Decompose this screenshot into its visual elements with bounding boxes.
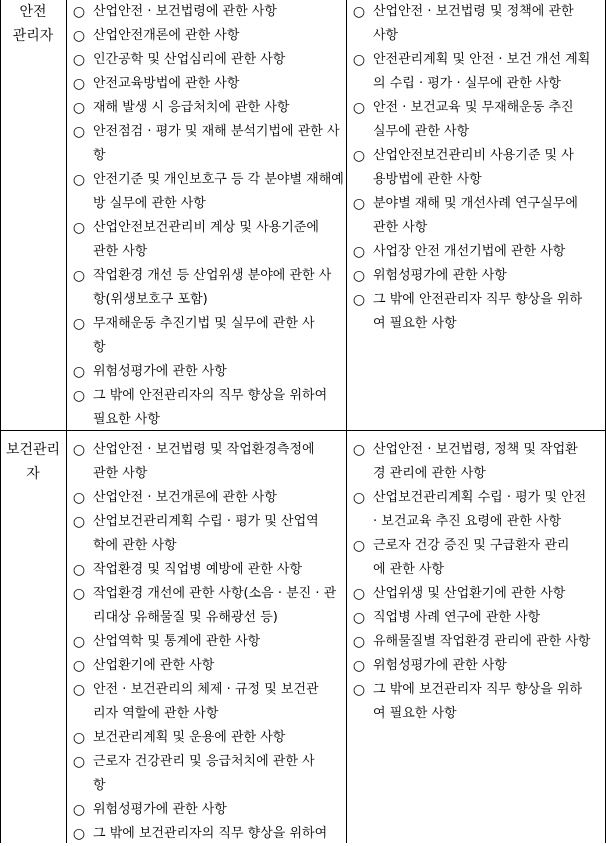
circle-bullet-icon: ○	[352, 490, 366, 506]
table-divider-role	[66, 0, 67, 843]
list-item	[72, 582, 342, 630]
list-item	[352, 678, 606, 726]
circle-bullet-icon: ○	[352, 610, 366, 626]
list-item	[352, 264, 606, 288]
list-item-text: 인간공학 및 산업심리에 관한 사항	[93, 52, 286, 67]
list-item	[72, 630, 342, 654]
list-item-text: 안전 · 보건관리의 체제 · 규정 및 보건관	[93, 682, 319, 697]
list-item-text: 근로자 건강 증진 및 구급환자 관리	[373, 538, 570, 553]
list-item-text: 안전관리계획 및 안전 · 보건 개선 계획	[373, 52, 591, 67]
list-item	[352, 654, 606, 678]
list-item-text: 관한 사항	[93, 244, 148, 259]
list-item	[72, 384, 342, 432]
circle-bullet-icon: ○	[352, 586, 366, 602]
list-item-text: 경 관리에 관한 사항	[373, 466, 486, 481]
list-item	[72, 264, 342, 312]
list-item	[352, 630, 606, 654]
circle-bullet-icon: ○	[72, 100, 86, 116]
list-item	[352, 96, 606, 144]
list-item-text: 관한 사항	[93, 466, 148, 481]
list-item-text: 산업환기에 관한 사항	[93, 658, 215, 673]
list-item	[72, 24, 342, 48]
list-item-text: 항(위생보호구 포함)	[93, 292, 208, 307]
list-item	[352, 288, 606, 336]
circle-bullet-icon: ○	[352, 4, 366, 20]
circle-bullet-icon: ○	[352, 52, 366, 68]
list-item	[72, 798, 342, 822]
list-item-text: 산업보건관리계획 수립 · 평가 및 안전	[373, 490, 587, 505]
list-item-text: 산업안전 · 보건법령 및 작업환경측정에	[93, 442, 315, 457]
circle-bullet-icon: ○	[72, 52, 86, 68]
list-item-text: 산업보건관리계획 수립 · 평가 및 산업역	[93, 514, 319, 529]
circle-bullet-icon: ○	[352, 658, 366, 674]
list-item	[72, 216, 342, 264]
list-item-text: 안전점검 · 평가 및 재해 분석기법에 관한 사	[93, 124, 340, 139]
list-item	[72, 312, 342, 360]
circle-bullet-icon: ○	[72, 682, 86, 698]
list-item	[72, 654, 342, 678]
circle-bullet-icon: ○	[72, 826, 86, 842]
circle-bullet-icon: ○	[72, 586, 86, 602]
circle-bullet-icon: ○	[72, 220, 86, 236]
list-item-text: 안전교육방법에 관한 사항	[93, 76, 240, 91]
circle-bullet-icon: ○	[352, 682, 366, 698]
list-item-text: 분야별 재해 및 개선사례 연구실무에	[373, 196, 578, 211]
list-item-text: 산업안전 · 보건법령에 관한 사항	[93, 4, 277, 19]
list-item	[72, 48, 342, 72]
circle-bullet-icon: ○	[352, 244, 366, 260]
list-item-text: 용방법에 관한 사항	[373, 172, 482, 187]
list-item-text: 관한 사항	[373, 220, 428, 235]
circle-bullet-icon: ○	[352, 634, 366, 650]
list-item-text: 의 수립 · 평가 · 실무에 관한 사항	[373, 76, 561, 91]
list-item-text: 항	[93, 340, 106, 355]
list-item-text: 학에 관한 사항	[93, 538, 177, 553]
list-item-text: 보건관리계획 및 운용에 관한 사항	[93, 730, 286, 745]
list-item-text: 그 밖에 보건관리자의 직무 향상을 위하여	[93, 826, 328, 841]
list-item	[72, 822, 342, 846]
list-item-text: 무재해운동 추진기법 및 실무에 관한 사	[93, 316, 315, 331]
list-item	[72, 120, 342, 168]
list-item	[72, 486, 342, 510]
list-item-text: 여 필요한 사항	[373, 706, 457, 721]
list-item	[72, 510, 342, 558]
list-item-text: 리자 역할에 관한 사항	[93, 706, 219, 721]
list-item-text: · 보건교육 추진 요령에 관한 사항	[373, 514, 562, 529]
list-item	[352, 582, 606, 606]
list-item-text: 항	[93, 148, 106, 163]
list-item-text: 산업위생 및 산업환기에 관한 사항	[373, 586, 566, 601]
circle-bullet-icon: ○	[72, 28, 86, 44]
role-cell-health-manager	[3, 438, 63, 486]
list-item-text: 필요한 사항	[93, 412, 160, 427]
list-item-text: 산업안전보건관리비 사용기준 및 사	[373, 148, 574, 163]
circle-bullet-icon: ○	[352, 268, 366, 284]
circle-bullet-icon: ○	[352, 292, 366, 308]
list-item	[72, 360, 342, 384]
circle-bullet-icon: ○	[72, 124, 86, 140]
role-label-line: 보건관리	[5, 442, 61, 458]
circle-bullet-icon: ○	[72, 490, 86, 506]
table-border-left	[0, 0, 1, 843]
circle-bullet-icon: ○	[72, 634, 86, 650]
list-item-text: 안전기준 및 개인보호구 등 각 분야별 재해예	[93, 172, 344, 187]
circle-bullet-icon: ○	[72, 514, 86, 530]
circle-bullet-icon: ○	[72, 172, 86, 188]
role-label-line: 관리자	[12, 28, 54, 44]
circle-bullet-icon: ○	[72, 658, 86, 674]
list-item	[352, 606, 606, 630]
list-item-text: 산업안전 · 보건법령, 정책 및 작업환	[373, 442, 578, 457]
circle-bullet-icon: ○	[72, 442, 86, 458]
list-item-text: 항	[93, 778, 106, 793]
list-item	[352, 240, 606, 264]
role-label-line: 안전	[19, 4, 47, 20]
circle-bullet-icon: ○	[352, 148, 366, 164]
list-item	[352, 534, 606, 582]
list-item-text: 사항	[373, 28, 399, 43]
list-item-text: 작업환경 및 직업병 예방에 관한 사항	[93, 562, 303, 577]
list-item	[352, 438, 606, 486]
list-item	[352, 48, 606, 96]
list-item-text: 작업환경 개선에 관한 사항(소음 · 분진 · 관	[93, 586, 337, 601]
role-label-line: 자	[26, 466, 40, 482]
list-item	[72, 72, 342, 96]
list-item-text: 에 관한 사항	[373, 562, 445, 577]
list-item	[72, 726, 342, 750]
list-item-text: 실무에 관한 사항	[373, 124, 470, 139]
list-item-text: 위험성평가에 관한 사항	[93, 364, 227, 379]
list-item-text: 그 밖에 안전관리자의 직무 향상을 위하여	[93, 388, 328, 403]
list-item-text: 직업병 사례 연구에 관한 사항	[373, 610, 541, 625]
circle-bullet-icon: ○	[352, 100, 366, 116]
list-item-text: 그 밖에 안전관리자 직무 향상을 위하	[373, 292, 583, 307]
list-item-text: 유해물질별 작업환경 관리에 관한 사항	[373, 634, 591, 649]
list-item	[72, 750, 342, 798]
list-item-text: 산업안전 · 보건법령 및 정책에 관한	[373, 4, 574, 19]
circle-bullet-icon: ○	[72, 730, 86, 746]
list-item	[352, 486, 606, 534]
list-item-text: 근로자 건강관리 및 응급처치에 관한 사	[93, 754, 315, 769]
circle-bullet-icon: ○	[352, 538, 366, 554]
list-item	[72, 438, 342, 486]
circle-bullet-icon: ○	[352, 196, 366, 212]
list-item-text: 안전 · 보건교육 및 무재해운동 추진	[373, 100, 574, 115]
list-item-text: 여 필요한 사항	[373, 316, 457, 331]
circle-bullet-icon: ○	[72, 802, 86, 818]
list-item	[72, 168, 342, 216]
circle-bullet-icon: ○	[72, 754, 86, 770]
list-item-text: 위험성평가에 관한 사항	[373, 658, 507, 673]
list-item-text: 산업역학 및 통계에 관한 사항	[93, 634, 261, 649]
list-item-text: 재해 발생 시 응급처치에 관한 사항	[93, 100, 290, 115]
circle-bullet-icon: ○	[72, 76, 86, 92]
list-item	[72, 558, 342, 582]
circle-bullet-icon: ○	[352, 442, 366, 458]
list-item-text: 방 실무에 관한 사항	[93, 196, 206, 211]
circle-bullet-icon: ○	[72, 316, 86, 332]
list-item	[352, 144, 606, 192]
list-item	[352, 192, 606, 240]
circle-bullet-icon: ○	[72, 562, 86, 578]
list-item-text: 산업안전보건관리비 계상 및 사용기준에	[93, 220, 319, 235]
list-item-text: 위험성평가에 관한 사항	[373, 268, 507, 283]
circle-bullet-icon: ○	[72, 364, 86, 380]
list-item-text: 위험성평가에 관한 사항	[93, 802, 227, 817]
list-item-text: 산업안전개론에 관한 사항	[93, 28, 240, 43]
list-item-text: 산업안전 · 보건개론에 관한 사항	[93, 490, 277, 505]
list-item	[352, 0, 606, 48]
list-item-text: 사업장 안전 개선기법에 관한 사항	[373, 244, 566, 259]
circle-bullet-icon: ○	[72, 4, 86, 20]
list-item	[72, 678, 342, 726]
circle-bullet-icon: ○	[72, 268, 86, 284]
table-divider-columns	[346, 0, 347, 843]
list-item	[72, 96, 342, 120]
list-item	[72, 0, 342, 24]
list-item-text: 그 밖에 보건관리자 직무 향상을 위하	[373, 682, 583, 697]
circle-bullet-icon: ○	[72, 388, 86, 404]
list-item-text: 작업환경 개선 등 산업위생 분야에 관한 사	[93, 268, 332, 283]
list-item-text: 리대상 유해물질 및 유해광선 등)	[93, 610, 278, 625]
role-cell-safety-manager	[3, 0, 63, 48]
